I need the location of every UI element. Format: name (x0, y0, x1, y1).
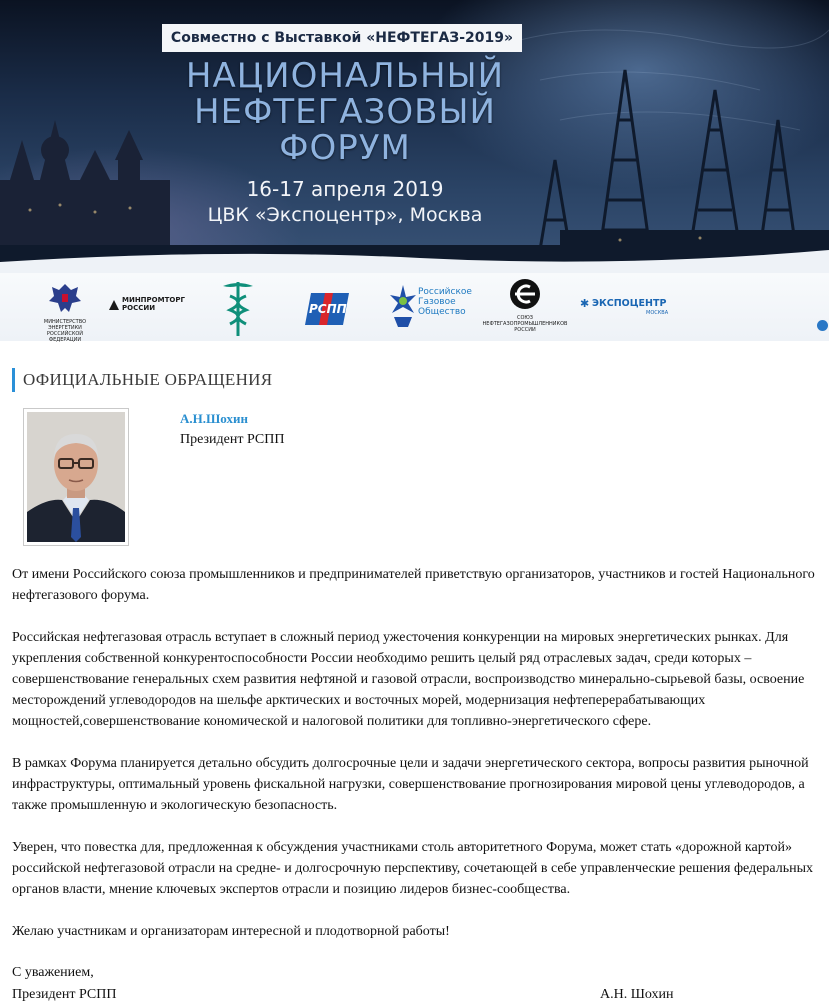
forum-title-line-3: ФОРУМ (279, 128, 411, 168)
minenergo-logo[interactable] (34, 281, 96, 343)
rgo-label (418, 287, 472, 317)
section-heading: ОФИЦИАЛЬНЫЕ ОБРАЩЕНИЯ (12, 368, 272, 392)
letter-paragraph-3: В рамках Форума планируется детально обсудить долгосрочные цели и задачи энергетического сектора, вопросы развития рыночной инфраструктуры, оптимальный уровень фискальной нагрузки, совершенствование прогнозирования мировой цены углеводородов, а также промышленную и экологическую безопасность. (12, 756, 809, 813)
portrait-image (27, 412, 125, 542)
sngp-emblem-icon (508, 277, 542, 311)
russian-gas-society-logo[interactable] (388, 281, 472, 333)
rgo-label-line-1: Российское (418, 287, 472, 297)
star-flame-icon (388, 281, 418, 331)
expocentre-sublabel: МОСКВА (646, 310, 669, 316)
forum-title-line-1: НАЦИОНАЛЬНЫЙ (185, 56, 505, 96)
banner-tagline: Совместно с Выставкой «НЕФТЕГАЗ-2019» (162, 24, 522, 52)
expocentre-logo[interactable] (580, 297, 670, 317)
rspp-label: РСПП (309, 302, 347, 316)
author-photo (23, 408, 129, 546)
minpromtorg-label: МИНПРОМТОРГ РОССИИ (122, 296, 185, 312)
rspp-logo[interactable] (303, 289, 353, 329)
forum-dates: 16-17 апреля 2019 (246, 177, 444, 201)
closing-phrase: С уважением, (12, 965, 94, 980)
signature-role: Президент РСПП (12, 987, 117, 1002)
sngp-label: СОЮЗ НЕФТЕГАЗОПРОМЫШЛЕННИКОВ РОССИИ (482, 315, 568, 333)
caduceus-logo[interactable] (218, 276, 258, 338)
letter-paragraph-4: Уверен, что повестка для, предложенная к обсуждения участниками столь авторитетного Форума, может стать «дорожной картой» российской нефтегазовой отрасли на средне- и долгосрочную перспективу, сочетающей в себе управленческие решения федеральных органов власти, мнение ключевых экспертов отрасли и позицию лидеров бизнес-сообщества. (12, 840, 814, 897)
author-name[interactable]: А.Н.Шохин (180, 411, 248, 426)
double-eagle-emblem-icon (34, 281, 96, 315)
letter-paragraph-1: От имени Российского союза промышленников и предпринимателей приветствую организаторов, участников и гостей Национального нефтегазового форума. (12, 567, 815, 603)
forum-venue: ЦВК «Экспоцентр», Москва (207, 204, 483, 226)
closing-block (12, 962, 116, 1006)
triangle-icon (108, 299, 120, 311)
letter-paragraph-2: Российская нефтегазовая отрасль вступает в сложный период ужесточения конкуренции на мировых энергетических рынках. Для укрепления собственной конкурентоспособности России необходимо решить целый ряд отраслевых задач, среди которых – совершенствование генеральных схем развития нефтяной и газовой отрасли, воспроизводство минерально-сырьевой базы, освоение месторождений углеводородов на шельфе арктических и восточных морей, модернизация нефтеперерабатывающих мощностей,совершенствование кономической и налоговой политики для топливно-энергетического сфере. (12, 630, 805, 729)
asterisk-icon: ✱ (580, 297, 590, 310)
rgo-label-line-2: Газовое (418, 297, 456, 307)
expocentre-label: ЭКСПОЦЕНТР (592, 298, 667, 309)
carousel-dot[interactable] (817, 320, 828, 331)
minenergo-label: МИНИСТЕРСТВО ЭНЕРГЕТИКИ РОССИЙСКОЙ ФЕДЕРАЦИИ (43, 319, 87, 343)
partner-logos-strip (0, 273, 829, 341)
sngp-logo[interactable] (478, 277, 572, 339)
minpromtorg-logo[interactable] (108, 296, 198, 316)
author-role: Президент РСПП (180, 432, 285, 447)
caduceus-icon (218, 276, 258, 338)
rgo-label-line-3: Общество (418, 307, 466, 317)
forum-title-line-2: НЕФТЕГАЗОВЫЙ (194, 92, 496, 132)
signature-name: А.Н. Шохин (600, 987, 674, 1002)
forum-banner (0, 0, 829, 273)
address-letter (12, 564, 822, 963)
letter-paragraph-5: Желаю участникам и организаторам интересной и плодотворной работы! (12, 924, 450, 939)
banner-text-block (0, 0, 829, 273)
